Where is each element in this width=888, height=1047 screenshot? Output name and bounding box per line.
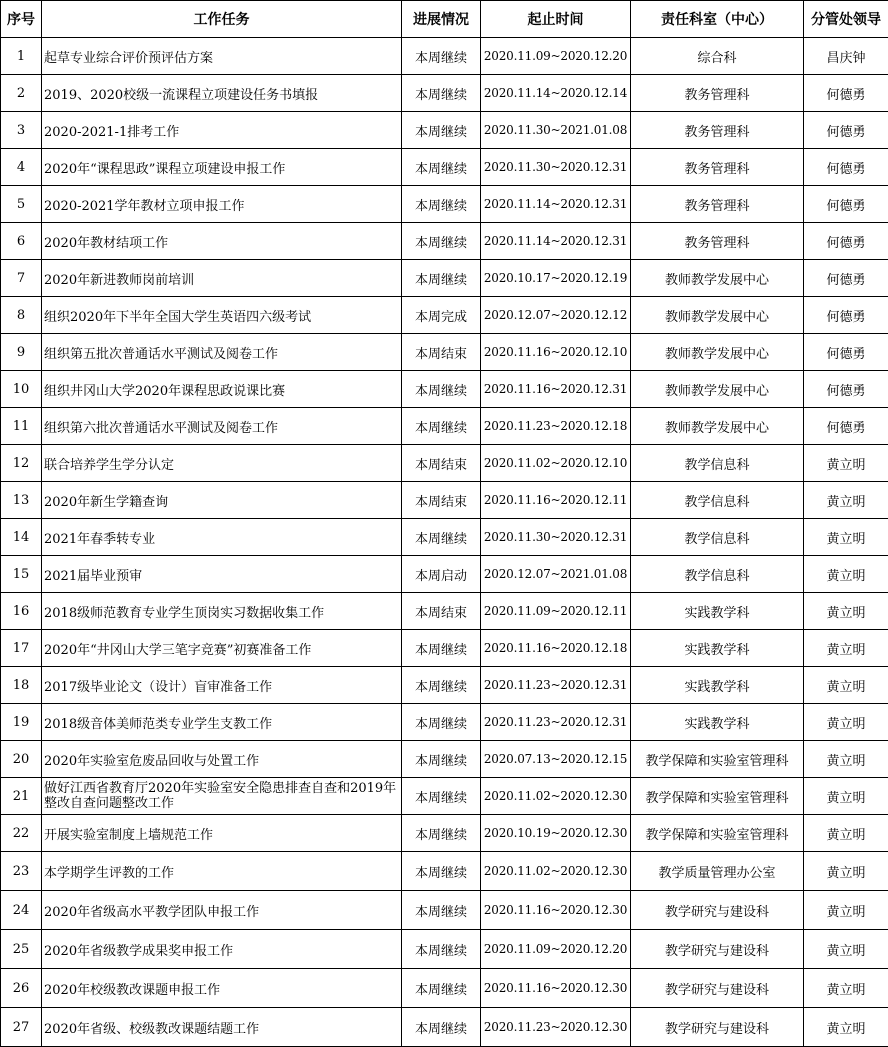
task-cell: 2017级毕业论文（设计）盲审准备工作	[42, 667, 402, 704]
dept-cell: 教学研究与建设科	[631, 969, 804, 1008]
leader-cell: 何德勇	[804, 371, 888, 408]
task-cell: 2020年省级、校级教改课题结题工作	[42, 1008, 402, 1047]
leader-cell: 何德勇	[804, 186, 888, 223]
table-row	[1, 969, 888, 1008]
task-cell: 2020年教材结项工作	[42, 223, 402, 260]
dept-cell: 教学研究与建设科	[631, 1008, 804, 1047]
seq-cell: 10	[1, 371, 42, 408]
progress-cell: 本周继续	[402, 852, 481, 891]
table-row	[1, 223, 888, 260]
task-cell: 组织2020年下半年全国大学生英语四六级考试	[42, 297, 402, 334]
table-row	[1, 1008, 888, 1047]
task-cell: 2020年校级教改课题申报工作	[42, 969, 402, 1008]
seq-cell: 24	[1, 891, 42, 930]
dept-cell: 教学保障和实验室管理科	[631, 778, 804, 815]
task-cell: 做好江西省教育厅2020年实验室安全隐患排查自查和2019年整改自查问题整改工作	[42, 778, 402, 815]
progress-cell: 本周继续	[402, 815, 481, 852]
task-cell: 2020年“井冈山大学三笔字竞赛”初赛准备工作	[42, 630, 402, 667]
progress-cell: 本周继续	[402, 149, 481, 186]
leader-cell: 何德勇	[804, 260, 888, 297]
leader-cell: 黄立明	[804, 630, 888, 667]
period-cell: 2020.11.14~2020.12.31	[481, 186, 631, 223]
table-row	[1, 704, 888, 741]
progress-cell: 本周启动	[402, 556, 481, 593]
period-cell: 2020.11.09~2020.12.20	[481, 38, 631, 75]
task-cell: 组织第五批次普通话水平测试及阅卷工作	[42, 334, 402, 371]
progress-cell: 本周继续	[402, 891, 481, 930]
header-seq: 序号	[1, 1, 42, 38]
dept-cell: 教务管理科	[631, 112, 804, 149]
dept-cell: 教学保障和实验室管理科	[631, 741, 804, 778]
period-cell: 2020.12.07~2020.12.12	[481, 297, 631, 334]
dept-cell: 教学信息科	[631, 445, 804, 482]
table-row	[1, 891, 888, 930]
progress-cell: 本周继续	[402, 371, 481, 408]
seq-cell: 23	[1, 852, 42, 891]
header-progress: 进展情况	[402, 1, 481, 38]
leader-cell: 黄立明	[804, 1008, 888, 1047]
dept-cell: 教学信息科	[631, 519, 804, 556]
table-row	[1, 852, 888, 891]
seq-cell: 4	[1, 149, 42, 186]
progress-cell: 本周继续	[402, 930, 481, 969]
period-cell: 2020.11.16~2020.12.10	[481, 334, 631, 371]
period-cell: 2020.10.19~2020.12.30	[481, 815, 631, 852]
task-cell: 2018级音体美师范类专业学生支教工作	[42, 704, 402, 741]
seq-cell: 16	[1, 593, 42, 630]
period-cell: 2020.11.16~2020.12.31	[481, 371, 631, 408]
seq-cell: 17	[1, 630, 42, 667]
seq-cell: 12	[1, 445, 42, 482]
task-cell: 起草专业综合评价预评估方案	[42, 38, 402, 75]
leader-cell: 黄立明	[804, 778, 888, 815]
dept-cell: 教学质量管理办公室	[631, 852, 804, 891]
seq-cell: 14	[1, 519, 42, 556]
leader-cell: 黄立明	[804, 593, 888, 630]
period-cell: 2020.11.30~2020.12.31	[481, 149, 631, 186]
period-cell: 2020.11.14~2020.12.31	[481, 223, 631, 260]
dept-cell: 教务管理科	[631, 75, 804, 112]
dept-cell: 实践教学科	[631, 593, 804, 630]
seq-cell: 18	[1, 667, 42, 704]
header-leader: 分管处领导	[804, 1, 888, 38]
period-cell: 2020.12.07~2021.01.08	[481, 556, 631, 593]
task-cell: 2021届毕业预审	[42, 556, 402, 593]
period-cell: 2020.10.17~2020.12.19	[481, 260, 631, 297]
table-row	[1, 260, 888, 297]
leader-cell: 黄立明	[804, 482, 888, 519]
progress-cell: 本周完成	[402, 297, 481, 334]
table-row	[1, 778, 888, 815]
seq-cell: 21	[1, 778, 42, 815]
dept-cell: 实践教学科	[631, 630, 804, 667]
dept-cell: 教师教学发展中心	[631, 408, 804, 445]
seq-cell: 1	[1, 38, 42, 75]
leader-cell: 何德勇	[804, 149, 888, 186]
period-cell: 2020.11.09~2020.12.20	[481, 930, 631, 969]
dept-cell: 教学信息科	[631, 556, 804, 593]
progress-cell: 本周继续	[402, 260, 481, 297]
dept-cell: 教务管理科	[631, 223, 804, 260]
task-cell: 2021年春季转专业	[42, 519, 402, 556]
period-cell: 2020.11.23~2020.12.18	[481, 408, 631, 445]
progress-cell: 本周继续	[402, 75, 481, 112]
table-row	[1, 186, 888, 223]
period-cell: 2020.11.16~2020.12.30	[481, 969, 631, 1008]
period-cell: 2020.11.09~2020.12.11	[481, 593, 631, 630]
leader-cell: 黄立明	[804, 667, 888, 704]
progress-cell: 本周继续	[402, 969, 481, 1008]
leader-cell: 黄立明	[804, 852, 888, 891]
seq-cell: 22	[1, 815, 42, 852]
seq-cell: 25	[1, 930, 42, 969]
leader-cell: 黄立明	[804, 969, 888, 1008]
table-row	[1, 556, 888, 593]
table-row	[1, 112, 888, 149]
progress-cell: 本周继续	[402, 1008, 481, 1047]
seq-cell: 26	[1, 969, 42, 1008]
period-cell: 2020.11.02~2020.12.10	[481, 445, 631, 482]
period-cell: 2020.11.16~2020.12.11	[481, 482, 631, 519]
leader-cell: 黄立明	[804, 741, 888, 778]
table-row	[1, 445, 888, 482]
leader-cell: 黄立明	[804, 704, 888, 741]
period-cell: 2020.11.16~2020.12.30	[481, 891, 631, 930]
period-cell: 2020.11.14~2020.12.14	[481, 75, 631, 112]
progress-cell: 本周继续	[402, 408, 481, 445]
dept-cell: 实践教学科	[631, 704, 804, 741]
progress-cell: 本周结束	[402, 334, 481, 371]
task-cell: 本学期学生评教的工作	[42, 852, 402, 891]
progress-cell: 本周继续	[402, 519, 481, 556]
table-row	[1, 815, 888, 852]
progress-cell: 本周继续	[402, 667, 481, 704]
seq-cell: 9	[1, 334, 42, 371]
dept-cell: 教学保障和实验室管理科	[631, 815, 804, 852]
table-row	[1, 371, 888, 408]
dept-cell: 教学研究与建设科	[631, 891, 804, 930]
leader-cell: 何德勇	[804, 408, 888, 445]
task-cell: 联合培养学生学分认定	[42, 445, 402, 482]
progress-cell: 本周继续	[402, 186, 481, 223]
table-row	[1, 519, 888, 556]
dept-cell: 教师教学发展中心	[631, 334, 804, 371]
task-cell: 组织井冈山大学2020年课程思政说课比赛	[42, 371, 402, 408]
header-row	[1, 1, 888, 38]
table-row	[1, 930, 888, 969]
period-cell: 2020.11.23~2020.12.30	[481, 1008, 631, 1047]
leader-cell: 黄立明	[804, 891, 888, 930]
leader-cell: 昌庆钟	[804, 38, 888, 75]
dept-cell: 教学信息科	[631, 482, 804, 519]
leader-cell: 何德勇	[804, 223, 888, 260]
period-cell: 2020.11.23~2020.12.31	[481, 704, 631, 741]
task-cell: 2020年新生学籍查询	[42, 482, 402, 519]
progress-cell: 本周结束	[402, 445, 481, 482]
dept-cell: 实践教学科	[631, 667, 804, 704]
dept-cell: 教师教学发展中心	[631, 297, 804, 334]
seq-cell: 20	[1, 741, 42, 778]
table-row	[1, 408, 888, 445]
progress-cell: 本周结束	[402, 593, 481, 630]
seq-cell: 19	[1, 704, 42, 741]
leader-cell: 黄立明	[804, 445, 888, 482]
task-cell: 2018级师范教育专业学生顶岗实习数据收集工作	[42, 593, 402, 630]
seq-cell: 15	[1, 556, 42, 593]
dept-cell: 教务管理科	[631, 149, 804, 186]
task-cell: 组织第六批次普通话水平测试及阅卷工作	[42, 408, 402, 445]
leader-cell: 黄立明	[804, 930, 888, 969]
progress-cell: 本周继续	[402, 38, 481, 75]
header-task: 工作任务	[42, 1, 402, 38]
period-cell: 2020.11.30~2020.12.31	[481, 519, 631, 556]
leader-cell: 何德勇	[804, 112, 888, 149]
period-cell: 2020.07.13~2020.12.15	[481, 741, 631, 778]
seq-cell: 7	[1, 260, 42, 297]
dept-cell: 教学研究与建设科	[631, 930, 804, 969]
task-cell: 2020年实验室危废品回收与处置工作	[42, 741, 402, 778]
seq-cell: 11	[1, 408, 42, 445]
task-cell: 2020-2021-1排考工作	[42, 112, 402, 149]
seq-cell: 6	[1, 223, 42, 260]
period-cell: 2020.11.02~2020.12.30	[481, 852, 631, 891]
table-row	[1, 630, 888, 667]
seq-cell: 8	[1, 297, 42, 334]
leader-cell: 何德勇	[804, 75, 888, 112]
progress-cell: 本周结束	[402, 482, 481, 519]
seq-cell: 13	[1, 482, 42, 519]
task-cell: 开展实验室制度上墙规范工作	[42, 815, 402, 852]
period-cell: 2020.11.16~2020.12.18	[481, 630, 631, 667]
leader-cell: 黄立明	[804, 815, 888, 852]
dept-cell: 教师教学发展中心	[631, 260, 804, 297]
dept-cell: 综合科	[631, 38, 804, 75]
task-cell: 2020年省级教学成果奖申报工作	[42, 930, 402, 969]
table-row	[1, 334, 888, 371]
progress-cell: 本周继续	[402, 223, 481, 260]
header-dept: 责任科室（中心）	[631, 1, 804, 38]
progress-cell: 本周继续	[402, 778, 481, 815]
table-row	[1, 297, 888, 334]
task-cell: 2019、2020校级一流课程立项建设任务书填报	[42, 75, 402, 112]
progress-cell: 本周继续	[402, 112, 481, 149]
leader-cell: 何德勇	[804, 297, 888, 334]
table-row	[1, 667, 888, 704]
table-row	[1, 593, 888, 630]
leader-cell: 何德勇	[804, 334, 888, 371]
leader-cell: 黄立明	[804, 519, 888, 556]
task-cell: 2020年省级高水平教学团队申报工作	[42, 891, 402, 930]
period-cell: 2020.11.23~2020.12.31	[481, 667, 631, 704]
table-row	[1, 482, 888, 519]
period-cell: 2020.11.30~2021.01.08	[481, 112, 631, 149]
task-cell: 2020年“课程思政”课程立项建设申报工作	[42, 149, 402, 186]
seq-cell: 2	[1, 75, 42, 112]
task-cell: 2020年新进教师岗前培训	[42, 260, 402, 297]
seq-cell: 3	[1, 112, 42, 149]
dept-cell: 教师教学发展中心	[631, 371, 804, 408]
table-row	[1, 149, 888, 186]
table-body	[1, 38, 888, 1047]
table-row	[1, 38, 888, 75]
progress-cell: 本周继续	[402, 704, 481, 741]
progress-cell: 本周继续	[402, 741, 481, 778]
table-row	[1, 75, 888, 112]
table-row	[1, 741, 888, 778]
seq-cell: 27	[1, 1008, 42, 1047]
leader-cell: 黄立明	[804, 556, 888, 593]
task-cell: 2020-2021学年教材立项申报工作	[42, 186, 402, 223]
period-cell: 2020.11.02~2020.12.30	[481, 778, 631, 815]
header-period: 起止时间	[481, 1, 631, 38]
progress-cell: 本周继续	[402, 630, 481, 667]
seq-cell: 5	[1, 186, 42, 223]
dept-cell: 教务管理科	[631, 186, 804, 223]
